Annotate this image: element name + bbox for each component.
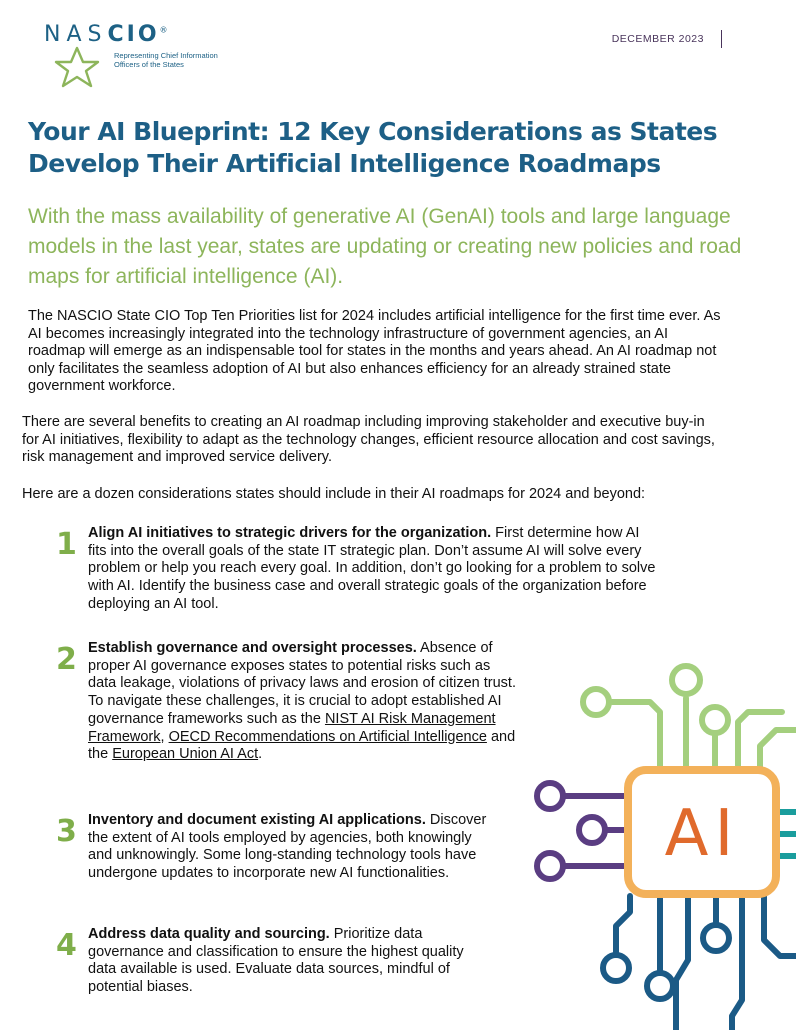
oecd-recommendations-link[interactable]: OECD Recommendations on Artificial Intelligence [168, 728, 487, 745]
item-text [88, 812, 498, 883]
item-number: 2 [56, 642, 77, 677]
eu-ai-act-link[interactable]: European Union AI Act [112, 746, 259, 763]
item-heading: Address data quality and sourcing. [88, 926, 330, 942]
item-body: Discover the extent of AI tools employed by agencies, both knowingly and unknowingly. Some long-standing technology tools have undergone updates to incorporate new AI functionalities. [88, 812, 487, 882]
page-title: Your AI Blueprint: 12 Key Considerations as States Develop Their Artificial Intelligence Roadmaps [28, 117, 718, 178]
publication-date: DECEMBER 2023 [611, 33, 704, 45]
item-body: First determine how AI fits into the overall goals of the state IT strategic plan. Don’t assume AI will solve every problem or help you reach every goal. In addition, don’t go looking for a problem to solve with AI. Identify the business case and overall strategic goals of the organization before deploying an AI tool. [88, 525, 656, 612]
star-icon [46, 46, 108, 88]
logo-tagline: Representing Chief Information Officers of the States [114, 51, 218, 69]
item-body: Prioritize data governance and classification to ensure the highest quality data available is used. Evaluate data sources, mindful of potential biases. [88, 926, 464, 996]
nist-framework-link[interactable]: NIST AI Risk Management Framework [88, 710, 496, 745]
page-subtitle: With the mass availability of generative AI (GenAI) tools and large language models in the last year, states are updating or creating new policies and road maps for artificial intelligence (AI). [28, 205, 742, 288]
item-number: 1 [56, 527, 77, 562]
chip-label: AI [664, 797, 740, 871]
benefits-paragraph: There are several benefits to creating an AI roadmap including improving stakeholder and executive buy-in for AI initiatives, flexibility to adapt as the technology changes, efficient resource allocation and cost savings, risk management and improved service delivery. [22, 414, 715, 466]
item-text [88, 926, 478, 997]
item-number: 4 [56, 928, 77, 963]
item-heading: Inventory and document existing AI applications. [88, 812, 426, 828]
teal-circuit-traces [778, 812, 796, 856]
ai-chip-illustration [520, 650, 796, 1030]
lead-in-paragraph: Here are a dozen considerations states should include in their AI roadmaps for 2024 and beyond: [22, 486, 646, 502]
item-text [88, 525, 658, 614]
purple-circuit-traces [537, 783, 624, 879]
item-heading: Establish governance and oversight processes. [88, 640, 417, 656]
item-text: Establish governance and oversight processes. Absence of proper AI governance exposes states to potential risks such as data leakage, violations of privacy laws and erosion of citizen trust. To navigate these challenges, it is crucial to adopt established AI governance frameworks such as the NIST AI Risk Management Framework, OECD Recommendations on Artificial Intelligence and the European Union AI Act. [88, 640, 516, 763]
item-body: Absence of proper AI governance exposes states to potential risks such as data leakage, violations of privacy laws and erosion of citizen trust. To navigate these challenges, it is crucial to adopt established AI governance frameworks such as the [88, 640, 516, 727]
nascio-logo [40, 20, 240, 90]
header-divider [721, 30, 722, 48]
logo-wordmark: NASCIO® [44, 22, 168, 47]
green-circuit-traces [583, 666, 796, 768]
item-heading: Align AI initiatives to strategic drivers for the organization. [88, 525, 492, 541]
intro-paragraph: The NASCIO State CIO Top Ten Priorities list for 2024 includes artificial intelligence for the first time ever. As AI becomes increasingly integrated into the technology infrastructure of government agencies, an AI roadmap will emerge as an indispensable tool for states in the months and years ahead. An AI roadmap not only facilitates the seamless adoption of AI but also enhances efficiency for an already strained state government workforce. [28, 308, 721, 395]
blue-circuit-traces [603, 896, 796, 1030]
item-number: 3 [56, 814, 77, 849]
